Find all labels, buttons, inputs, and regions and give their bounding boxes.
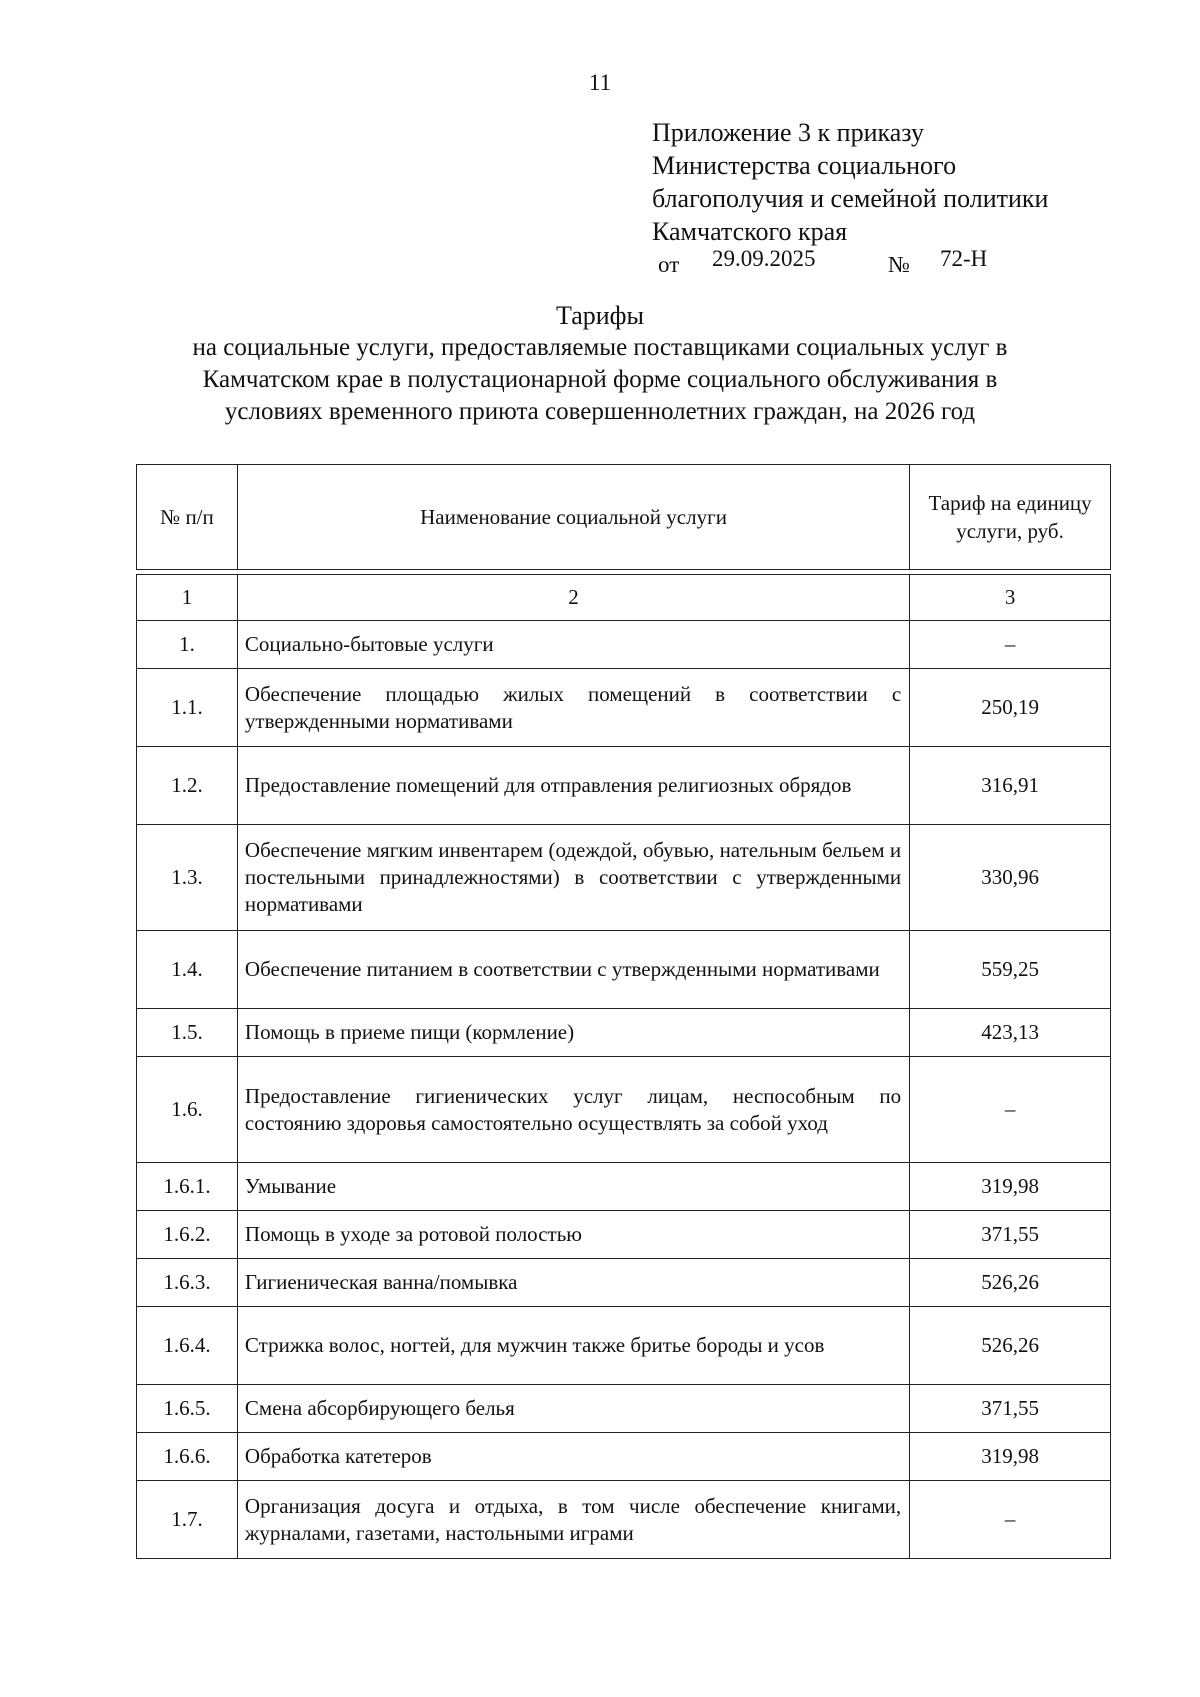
service-name: Смена абсорбирующего белья xyxy=(237,1385,909,1433)
row-number: 1.6.1. xyxy=(137,1163,238,1211)
header-tariff: Тариф на единицу услуги, руб. xyxy=(910,465,1111,570)
row-number: 1.6.2. xyxy=(137,1211,238,1259)
order-date: 29.09.2025 xyxy=(712,246,816,271)
appendix-line: Приложение 3 к приказу xyxy=(652,118,925,147)
tariff-value: 319,98 xyxy=(910,1433,1111,1481)
service-name: Помощь в приеме пищи (кормление) xyxy=(237,1009,909,1057)
column-number: 2 xyxy=(237,575,909,621)
header-row xyxy=(137,465,1111,570)
appendix-line: Камчатского края xyxy=(652,217,848,246)
table-row xyxy=(137,1009,1111,1057)
table-row xyxy=(137,1211,1111,1259)
tariff-value: – xyxy=(910,621,1111,669)
table-row xyxy=(137,1163,1111,1211)
title-line: Камчатском крае в полустационарной форме социального обслуживания в xyxy=(202,366,998,393)
table-row xyxy=(137,669,1111,747)
table-row xyxy=(137,1307,1111,1385)
number-label: № xyxy=(888,252,910,277)
row-number: 1.7. xyxy=(137,1481,238,1559)
table-row xyxy=(137,1259,1111,1307)
service-name: Предоставление гигиенических услуг лицам, неспособным по состоянию здоровья самостоятельно осуществлять за собой уход xyxy=(237,1057,909,1163)
tariffs-table xyxy=(136,464,1111,1559)
table-row xyxy=(137,1481,1111,1559)
tariff-value: 330,96 xyxy=(910,825,1111,931)
tariff-value: 250,19 xyxy=(910,669,1111,747)
row-number: 1.4. xyxy=(137,931,238,1009)
row-number: 1.6.3. xyxy=(137,1259,238,1307)
service-name: Гигиеническая ванна/помывка xyxy=(237,1259,909,1307)
table-row xyxy=(137,1433,1111,1481)
from-label: от xyxy=(658,252,680,277)
row-number: 1.2. xyxy=(137,747,238,825)
column-number: 1 xyxy=(137,575,238,621)
service-name: Социально-бытовые услуги xyxy=(237,621,909,669)
column-numbers-row xyxy=(137,575,1111,621)
tariff-value: 316,91 xyxy=(910,747,1111,825)
tariff-value: 526,26 xyxy=(910,1259,1111,1307)
table-row xyxy=(137,1057,1111,1163)
header-num: № п/п xyxy=(137,465,238,570)
row-number: 1. xyxy=(137,621,238,669)
tariff-value: 371,55 xyxy=(910,1211,1111,1259)
tariff-value: 559,25 xyxy=(910,931,1111,1009)
appendix-line: Министерства социального xyxy=(652,151,957,180)
table-row xyxy=(137,1385,1111,1433)
tariff-value: 526,26 xyxy=(910,1307,1111,1385)
service-name: Обеспечение мягким инвентарем (одеждой, обувью, нательным бельем и постельными принадлежностями) в соответствии с утвержденными нормативами xyxy=(237,825,909,931)
tariff-value: 319,98 xyxy=(910,1163,1111,1211)
service-name: Предоставление помещений для отправления религиозных обрядов xyxy=(237,747,909,825)
title-line: условиях временного приюта совершеннолетних граждан, на 2026 год xyxy=(224,398,976,425)
appendix-line: благополучия и семейной политики xyxy=(652,184,1049,213)
row-number: 1.6.5. xyxy=(137,1385,238,1433)
service-name: Помощь в уходе за ротовой полостью xyxy=(237,1211,909,1259)
row-number: 1.3. xyxy=(137,825,238,931)
table-row xyxy=(137,747,1111,825)
service-name: Обработка катетеров xyxy=(237,1433,909,1481)
row-number: 1.1. xyxy=(137,669,238,747)
page-number: 11 xyxy=(588,70,612,95)
appendix-block xyxy=(652,116,1048,248)
tariff-value: – xyxy=(910,1481,1111,1559)
row-number: 1.5. xyxy=(137,1009,238,1057)
service-name: Умывание xyxy=(237,1163,909,1211)
service-name: Стрижка волос, ногтей, для мужчин также бритье бороды и усов xyxy=(237,1307,909,1385)
tariff-value: – xyxy=(910,1057,1111,1163)
order-number: 72-Н xyxy=(940,246,988,271)
row-number: 1.6. xyxy=(137,1057,238,1163)
title-main: Тарифы xyxy=(555,301,644,330)
tariff-value: 423,13 xyxy=(910,1009,1111,1057)
header-name: Наименование социальной услуги xyxy=(237,465,909,570)
service-name: Обеспечение площадью жилых помещений в соответствии с утвержденными нормативами xyxy=(237,669,909,747)
document-title xyxy=(0,300,1200,428)
service-name: Обеспечение питанием в соответствии с утвержденными нормативами xyxy=(237,931,909,1009)
service-name: Организация досуга и отдыха, в том числе обеспечение книгами, журналами, газетами, настольными играми xyxy=(237,1481,909,1559)
row-number: 1.6.4. xyxy=(137,1307,238,1385)
title-line: на социальные услуги, предоставляемые поставщиками социальных услуг в xyxy=(192,334,1008,361)
table-row xyxy=(137,931,1111,1009)
row-number: 1.6.6. xyxy=(137,1433,238,1481)
table-row xyxy=(137,621,1111,669)
column-number: 3 xyxy=(910,575,1111,621)
table-row xyxy=(137,825,1111,931)
tariff-value: 371,55 xyxy=(910,1385,1111,1433)
